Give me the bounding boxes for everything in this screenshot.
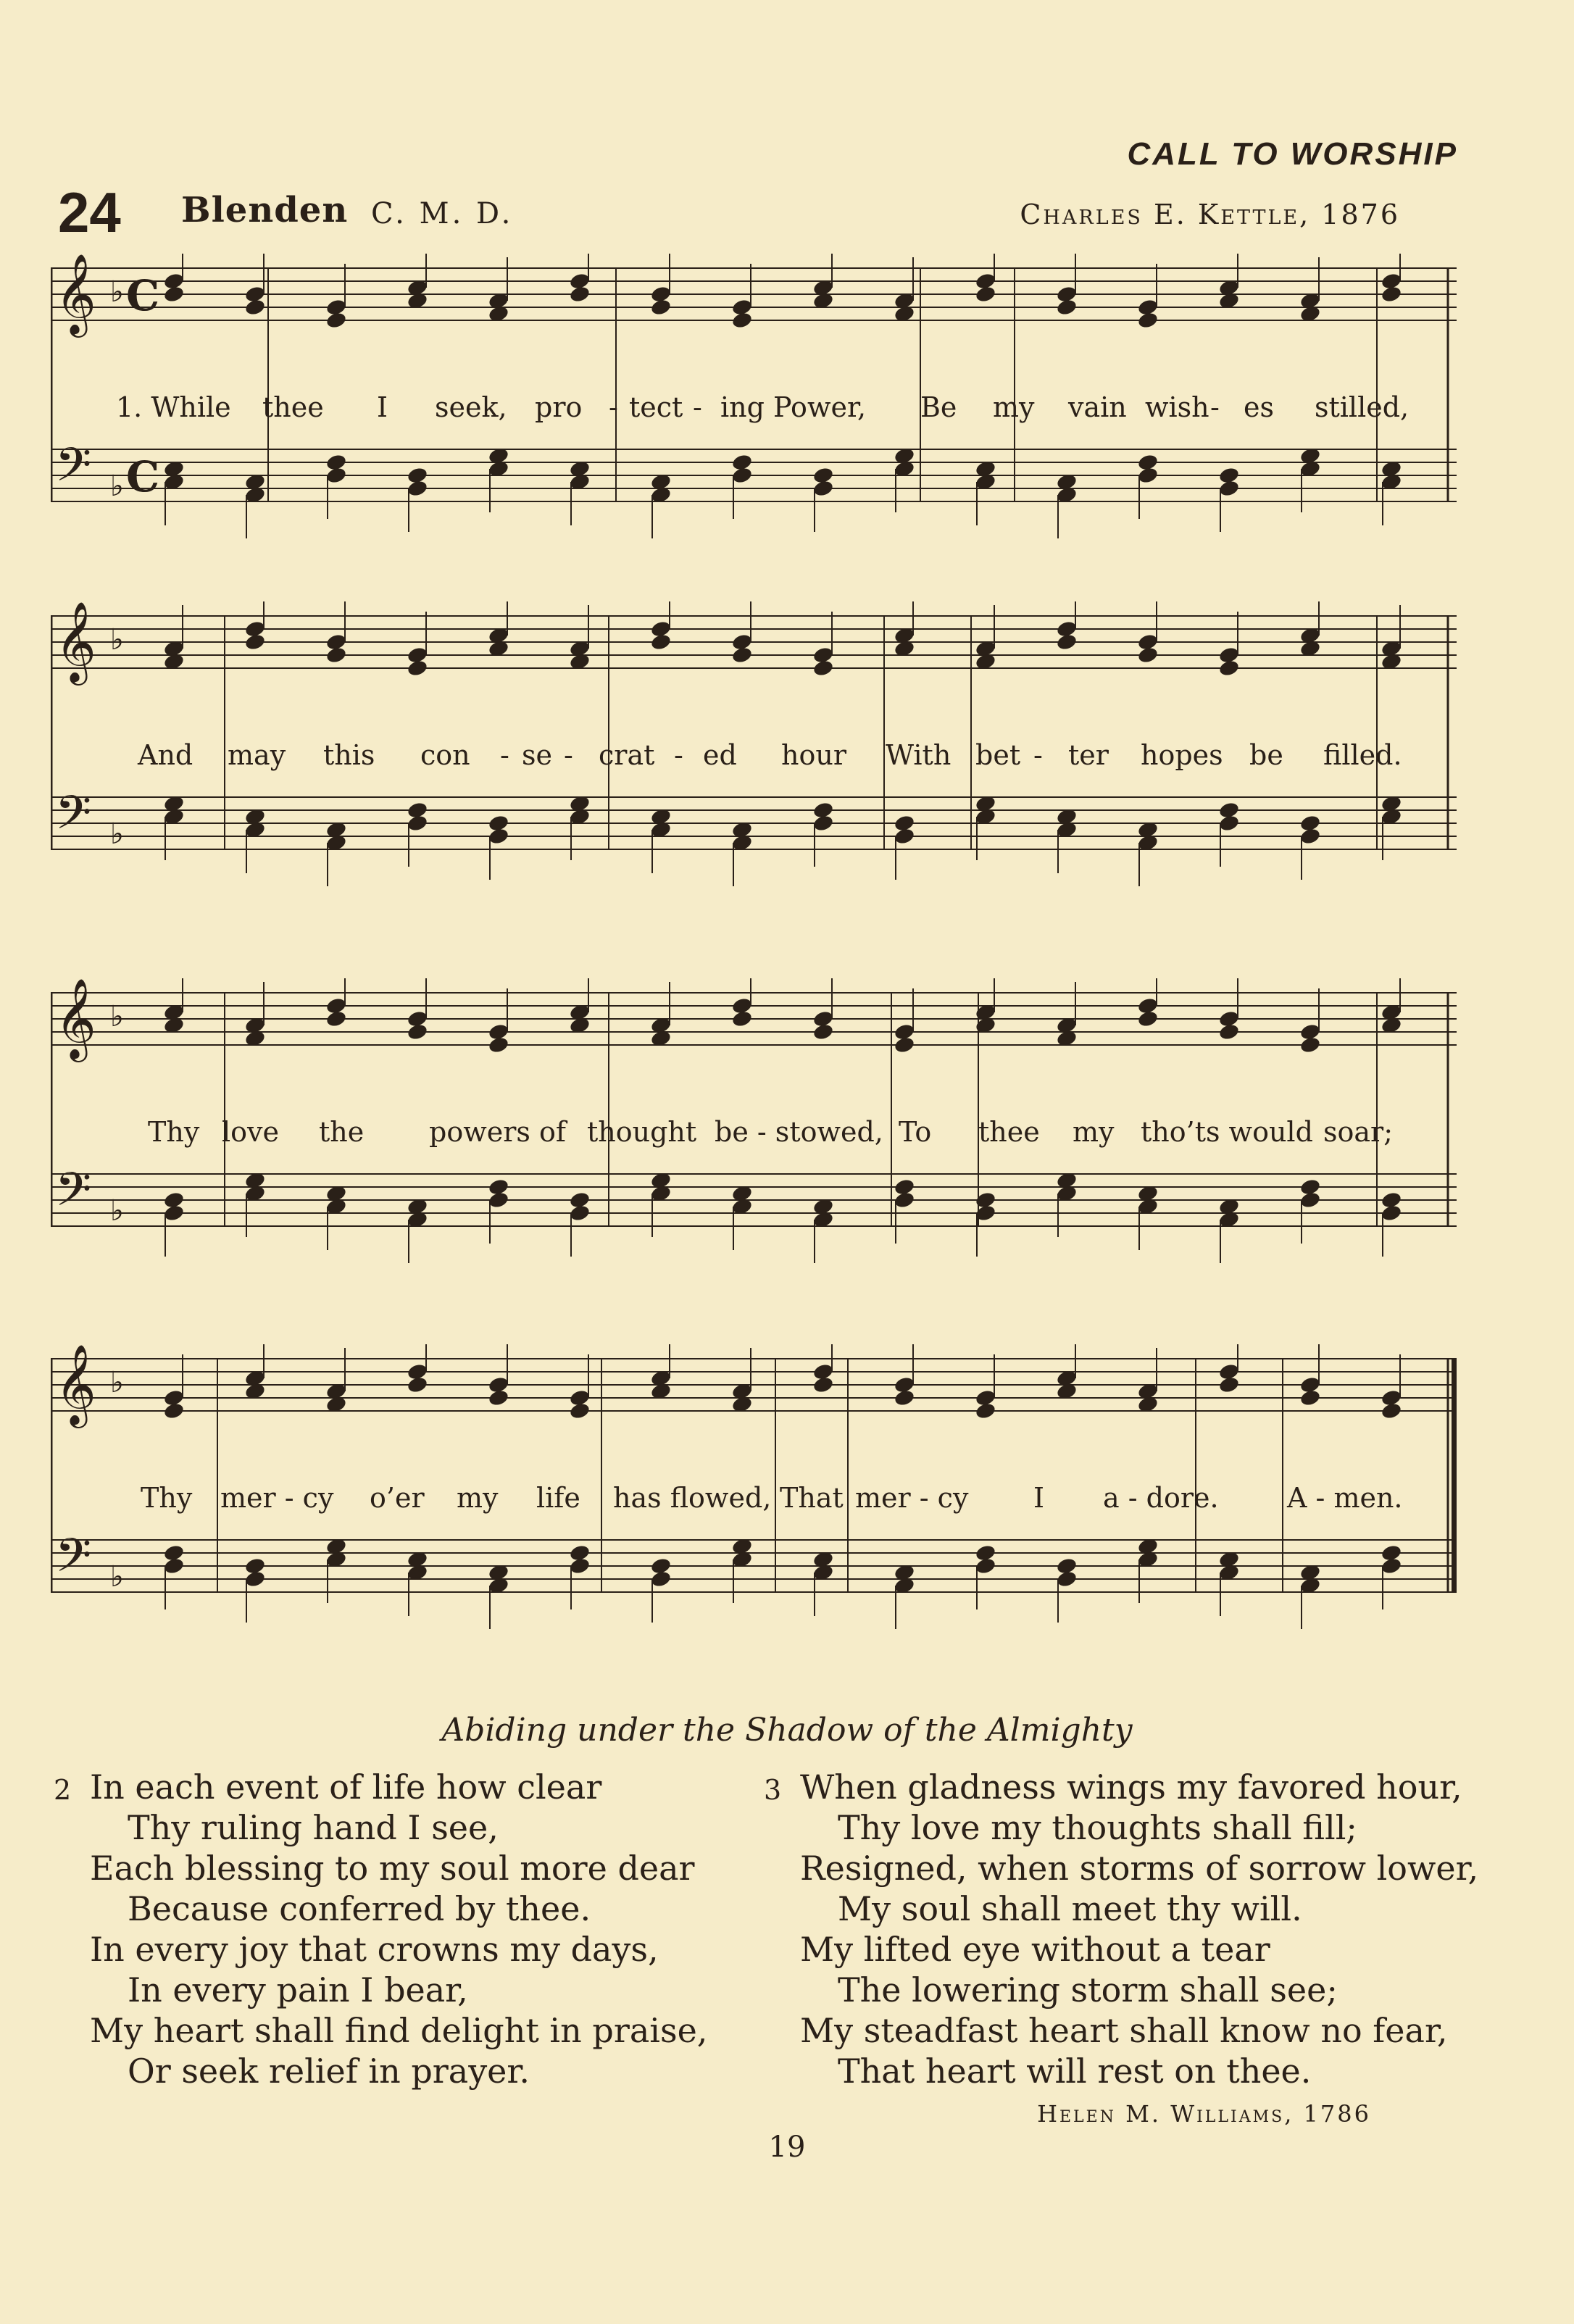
- verse-line: When gladness wings my favored hour,: [800, 1767, 1462, 1807]
- lyric: mer - cy: [220, 1482, 334, 1514]
- lyric: may: [228, 739, 286, 771]
- music-system-4: [51, 1344, 1457, 1663]
- music-system-1: [51, 254, 1457, 565]
- verse-line: In each event of life how clear: [90, 1767, 602, 1807]
- lyric: Thy: [148, 1116, 200, 1148]
- lyric: Be: [920, 391, 957, 423]
- lyric: stilled,: [1315, 391, 1409, 423]
- page-number: 19: [768, 2131, 806, 2164]
- lyric: wish: [1145, 391, 1209, 423]
- lyric: has flowed,: [613, 1482, 772, 1514]
- lyric: I: [377, 391, 388, 423]
- lyric: filled.: [1323, 739, 1402, 771]
- svg-text:♭: ♭: [110, 623, 124, 657]
- svg-text:♭: ♭: [110, 1000, 124, 1033]
- svg-text:♭: ♭: [110, 1194, 124, 1228]
- lyric: be: [1249, 739, 1283, 771]
- composer: Charles E. Kettle, 1876: [1020, 199, 1400, 230]
- lyric: my: [1073, 1116, 1115, 1148]
- lyric: -: [693, 391, 702, 423]
- lyric: con: [420, 739, 470, 771]
- verse-line: My steadfast heart shall know no fear,: [800, 2011, 1448, 2050]
- lyric: I: [1033, 1482, 1045, 1514]
- lyric: o’er: [370, 1482, 425, 1514]
- verse-number: 2: [54, 1774, 72, 1806]
- lyric: seek,: [435, 391, 507, 423]
- lyric: bet: [975, 739, 1021, 771]
- lyric: And: [138, 739, 193, 771]
- lyric: crat: [599, 739, 655, 771]
- lyric: -: [500, 739, 509, 771]
- lyric: vain: [1068, 391, 1127, 423]
- lyric: -: [674, 739, 683, 771]
- lyric: tho’ts would: [1141, 1116, 1313, 1148]
- verse-line: My lifted eye without a tear: [800, 1930, 1270, 1969]
- verse-line: That heart will rest on thee.: [838, 2052, 1312, 2091]
- lyric: se: [522, 739, 552, 771]
- lyric: -: [609, 391, 618, 423]
- lyric: -: [564, 739, 573, 771]
- svg-text:𝄢: 𝄢: [55, 786, 92, 851]
- verse-line: Resigned, when storms of sorrow lower,: [800, 1849, 1479, 1888]
- svg-text:𝄢: 𝄢: [55, 1163, 92, 1228]
- svg-text:𝄞: 𝄞: [55, 601, 96, 682]
- lyric: -: [1033, 739, 1043, 771]
- lyric: ed: [703, 739, 737, 771]
- lyric: this: [323, 739, 375, 771]
- svg-text:𝄢: 𝄢: [55, 438, 92, 504]
- hymn-number: 24: [58, 180, 121, 244]
- verse-number: 3: [764, 1774, 782, 1806]
- verse-line: My heart shall find delight in praise,: [90, 2011, 708, 2050]
- svg-text:𝄞: 𝄞: [55, 1344, 96, 1425]
- verse-line: In every joy that crowns my days,: [90, 1930, 659, 1969]
- lyric: That: [780, 1482, 844, 1514]
- lyric: ter: [1068, 739, 1109, 771]
- verse-line: Or seek relief in prayer.: [128, 2052, 530, 2091]
- verse-2: [54, 1767, 708, 2091]
- lyric: thee: [262, 391, 324, 423]
- svg-text:𝄞: 𝄞: [55, 978, 96, 1059]
- svg-text:𝄞: 𝄞: [55, 254, 96, 334]
- verse-3: [764, 1767, 1479, 2091]
- lyric: With: [886, 739, 952, 771]
- lyric: Thy: [141, 1482, 193, 1514]
- lyric: thee: [978, 1116, 1040, 1148]
- lyric: hopes: [1141, 739, 1223, 771]
- lyric: To: [899, 1116, 932, 1148]
- verse-line: My soul shall meet thy will.: [838, 1889, 1302, 1928]
- verse-line: In every pain I bear,: [128, 1970, 468, 2009]
- lyric: 1. While: [116, 391, 231, 423]
- verse-line: The lowering storm shall see;: [838, 1970, 1338, 2009]
- lyric: be - stowed,: [715, 1116, 883, 1148]
- lyric: mer - cy: [855, 1482, 969, 1514]
- text-author: Helen M. Williams, 1786: [1037, 2100, 1371, 2128]
- lyric: A - men.: [1287, 1482, 1403, 1514]
- svg-text:♭: ♭: [110, 275, 124, 309]
- verse-line: Thy love my thoughts shall fill;: [838, 1808, 1357, 1847]
- lyric: pro: [535, 391, 583, 423]
- section-title: CALL TO WORSHIP: [1127, 136, 1458, 172]
- lyric: a - dore.: [1103, 1482, 1219, 1514]
- lyric: love: [222, 1116, 279, 1148]
- svg-text:♭: ♭: [110, 1560, 124, 1594]
- lyric: es: [1244, 391, 1274, 423]
- lyric: ing Power,: [720, 391, 867, 423]
- svg-text:C: C: [126, 452, 160, 501]
- verse-line: Because conferred by thee.: [128, 1889, 591, 1928]
- lyric: hour: [781, 739, 846, 771]
- verse-line: Thy ruling hand I see,: [128, 1808, 499, 1847]
- svg-text:♭: ♭: [110, 817, 124, 851]
- verse-line: Each blessing to my soul more dear: [90, 1849, 695, 1888]
- lyric: powers of: [429, 1116, 566, 1148]
- lyric: my: [993, 391, 1035, 423]
- lyric: -: [1210, 391, 1220, 423]
- svg-text:♭: ♭: [110, 470, 124, 503]
- lyric: my: [457, 1482, 499, 1514]
- lyric: soar;: [1323, 1116, 1394, 1148]
- lyric: thought: [587, 1116, 697, 1148]
- tune-name: Blenden: [181, 190, 349, 230]
- meter: C. M. D.: [371, 197, 514, 230]
- hymn-subtitle: Abiding under the Shadow of the Almighty: [441, 1712, 1133, 1749]
- svg-text:C: C: [126, 271, 160, 320]
- svg-text:𝄢: 𝄢: [55, 1529, 92, 1594]
- lyric: life: [536, 1482, 580, 1514]
- lyric: the: [319, 1116, 365, 1148]
- lyric: tect: [629, 391, 683, 423]
- svg-text:♭: ♭: [110, 1366, 124, 1399]
- music-system-3: [51, 978, 1457, 1290]
- music-system-2: [51, 601, 1457, 913]
